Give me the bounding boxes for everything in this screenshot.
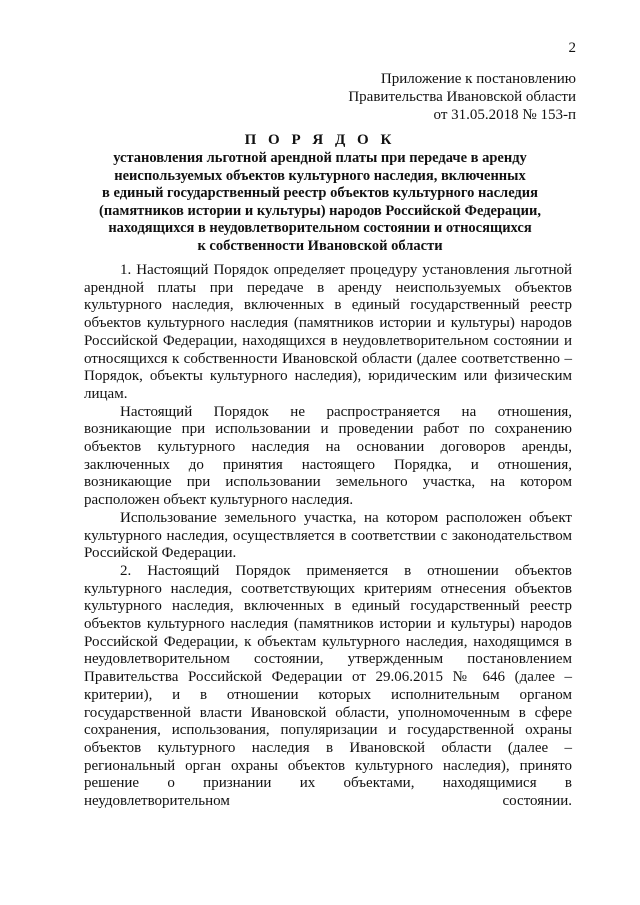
body-paragraph: Настоящий Порядок не распространяется на отношения, возникающие при использовании и проведении работ по сохранению объектов культурного наследия на основании договоров аренды, заключенных до принятия настоящего Порядка, и отношения, возникающие при использовании земельного участка, на котором расположен объект культурного наследия. bbox=[84, 403, 572, 509]
appendix-line: Приложение к постановлению bbox=[380, 71, 576, 87]
appendix-line: от 31.05.2018 № 153-п bbox=[433, 107, 576, 123]
document-subtitle bbox=[80, 150, 560, 256]
subtitle-line: в единый государственный реестр объектов культурного наследия bbox=[102, 185, 538, 202]
subtitle-line: (памятников истории и культуры) народов Российской Федерации, bbox=[99, 202, 541, 219]
subtitle-line: установления льготной арендной платы при передаче в аренду bbox=[113, 150, 527, 166]
subtitle-line: находящихся в неудовлетворительном состоянии и относящихся bbox=[108, 220, 532, 237]
body-paragraph: 1. Настоящий Порядок определяет процедуру установления льготной арендной платы при передаче в аренду неиспользуемых объектов культурного наследия, включенных в единый государственный реестр объектов культурного наследия (памятников истории и культуры) народов Российской Федерации, находящихся в неудовлетворительном состоянии и относящихся к собственности Ивановской области (далее соответственно – Порядок, объекты культурного наследия), юридическим или физическим лицам. bbox=[84, 262, 572, 402]
document-title: П О Р Я Д О К bbox=[244, 132, 396, 148]
body-paragraph: Использование земельного участка, на котором расположен объект культурного наследия, осуществляется в соответствии с законодательством Российской Федерации. bbox=[84, 509, 572, 562]
document-body bbox=[84, 262, 572, 811]
subtitle-line: к собственности Ивановской области bbox=[197, 237, 443, 254]
appendix-line: Правительства Ивановской области bbox=[348, 89, 576, 105]
body-paragraph: 2. Настоящий Порядок применяется в отношении объектов культурного наследия, соответствующих критериям отнесения объектов культурного наследия, включенных в единый государственный реестр объектов культурного наследия (памятников истории и культуры) народов Российской Федерации, к объектам культурного наследия, находящимся в неудовлетворительном состоянии, утвержденным постановлением Правительства Российской Федерации от 29.06.2015 № 646 (далее – критерии), и в отношении которых исполнительным органом государственной власти Ивановской области, уполномоченным в сфере сохранения, использования, популяризации и государственной охраны объектов культурного наследия в Ивановской области (далее – региональный орган охраны объектов культурного наследия), принято решение о признании их объектами, находящимися в неудовлетворительном состоянии. bbox=[84, 562, 572, 810]
subtitle-line: неиспользуемых объектов культурного наследия, включенных bbox=[114, 167, 526, 184]
appendix-header bbox=[348, 70, 576, 124]
page-number: 2 bbox=[568, 40, 576, 56]
